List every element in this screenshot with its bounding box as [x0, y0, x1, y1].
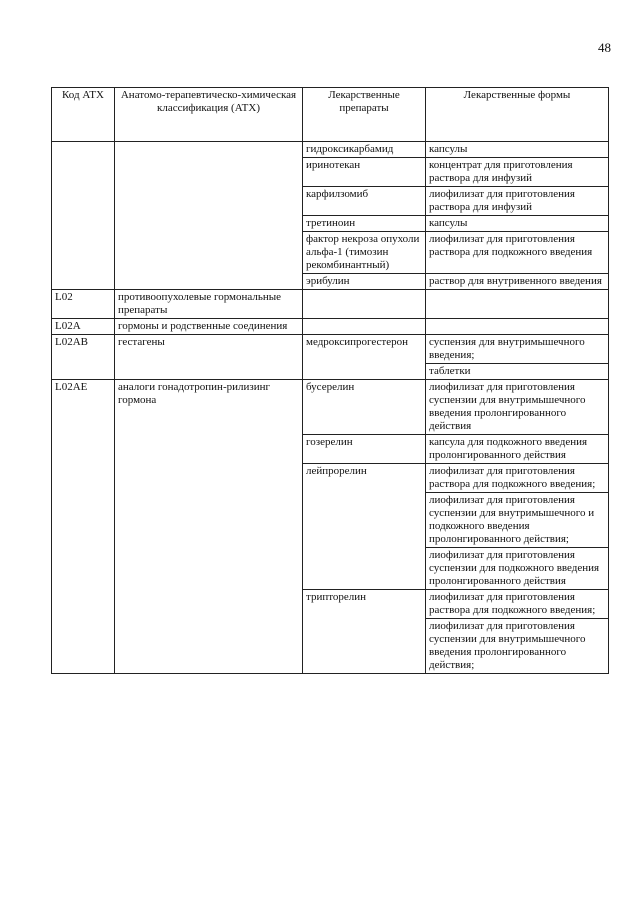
forms-cell: лиофилизат для приготовления раствора для подкожного введения: [426, 232, 609, 274]
table-row: [52, 142, 609, 158]
code-cell: L02AE: [52, 380, 115, 674]
forms-cell: капсулы: [426, 216, 609, 232]
class-cell: гестагены: [115, 335, 303, 380]
form-item: лиофилизат для приготовления суспензии для внутримышечного и подкожного введения пролонгированного действия;: [426, 493, 608, 548]
forms-cell: [426, 590, 609, 674]
form-item: лиофилизат для приготовления суспензии для внутримышечного введения пролонгированного действия;: [426, 619, 608, 674]
drug-cell: медроксипрогестерон: [303, 335, 426, 380]
code-cell: [52, 142, 115, 290]
table-row: [52, 290, 609, 319]
header-classification: Анатомо-терапевтическо-химическая классификация (АТХ): [115, 88, 303, 142]
table-row: [52, 319, 609, 335]
forms-cell: лиофилизат для приготовления раствора для инфузий: [426, 187, 609, 216]
forms-cell: [426, 319, 609, 335]
forms-cell: концентрат для приготовления раствора для инфузий: [426, 158, 609, 187]
forms-cell: раствор для внутривенного введения: [426, 274, 609, 290]
drug-cell: карфилзомиб: [303, 187, 426, 216]
table-row: [52, 380, 609, 435]
forms-list: [426, 464, 608, 589]
drug-cell: фактор некроза опухоли альфа-1 (тимозин рекомбинантный): [303, 232, 426, 274]
drug-cell: эрибулин: [303, 274, 426, 290]
table-header-row: [52, 88, 609, 142]
form-item: таблетки: [426, 364, 608, 380]
page-number: 48: [598, 40, 611, 55]
header-drugs: Лекарственные препараты: [303, 88, 426, 142]
drug-cell: трипторелин: [303, 590, 426, 674]
forms-cell: [426, 335, 609, 380]
form-item: лиофилизат для приготовления суспензии для подкожного введения пролонгированного действия: [426, 548, 608, 590]
forms-cell: лиофилизат для приготовления суспензии для внутримышечного введения пролонгированного действия: [426, 380, 609, 435]
form-item: лиофилизат для приготовления раствора для подкожного введения;: [429, 465, 596, 490]
drug-cell: бусерелин: [303, 380, 426, 435]
table-row: [52, 335, 609, 380]
forms-cell: капсулы: [426, 142, 609, 158]
forms-cell: [426, 464, 609, 590]
code-cell: L02: [52, 290, 115, 319]
code-cell: L02AB: [52, 335, 115, 380]
forms-cell: капсула для подкожного введения пролонгированного действия: [426, 435, 609, 464]
code-cell: L02A: [52, 319, 115, 335]
drug-cell: третиноин: [303, 216, 426, 232]
drug-cell: гозерелин: [303, 435, 426, 464]
drug-cell: гидроксикарбамид: [303, 142, 426, 158]
class-cell: гормоны и родственные соединения: [115, 319, 303, 335]
forms-cell: [426, 290, 609, 319]
forms-list: [426, 590, 608, 673]
form-item: суспензия для внутримышечного введения;: [429, 336, 585, 361]
class-cell: противоопухолевые гормональные препараты: [115, 290, 303, 319]
form-item: лиофилизат для приготовления раствора для подкожного введения;: [429, 591, 596, 616]
forms-list: [426, 335, 608, 379]
header-code: Код АТХ: [52, 88, 115, 142]
drug-cell: лейпрорелин: [303, 464, 426, 590]
drug-classification-table: [51, 87, 609, 674]
drug-cell: [303, 319, 426, 335]
class-cell: аналоги гонадотропин-рилизинг гормона: [115, 380, 303, 674]
drug-cell: [303, 290, 426, 319]
drug-cell: иринотекан: [303, 158, 426, 187]
class-cell: [115, 142, 303, 290]
header-forms: Лекарственные формы: [426, 88, 609, 142]
